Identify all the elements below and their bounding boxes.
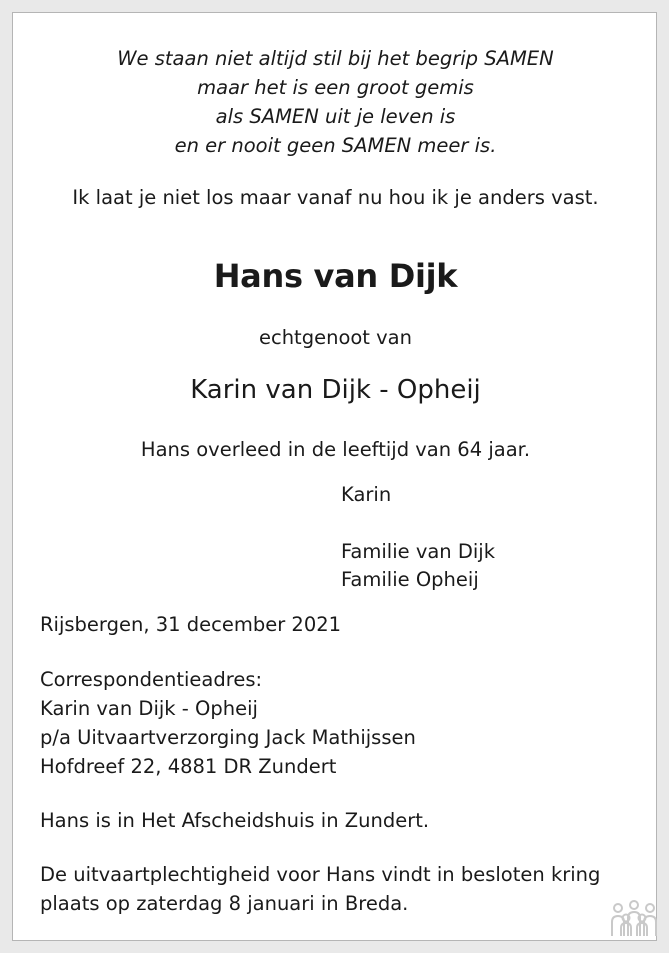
relation-text: echtgenoot van: [258, 326, 412, 349]
funeral-note: [40, 860, 600, 918]
poem-line: en er nooit geen SAMEN meer is.: [174, 134, 497, 157]
poem-line: We staan niet altijd stil bij het begrip SAMEN: [117, 47, 554, 70]
poem: [13, 44, 658, 160]
location-note: Hans is in Het Afscheidshuis in Zundert.: [40, 809, 430, 832]
correspondence-address: [40, 665, 416, 781]
spouse-name: Karin van Dijk - Opheij: [190, 375, 481, 405]
funeral-note-line: De uitvaartplechtigheid voor Hans vindt in besloten kring: [40, 863, 601, 886]
address-line: Karin van Dijk - Opheij: [40, 697, 258, 720]
correspondence-label: Correspondentieadres:: [40, 668, 263, 691]
people-group-icon: [609, 898, 659, 938]
address-line: p/a Uitvaartverzorging Jack Mathijssen: [40, 726, 416, 749]
address-line: Hofdreef 22, 4881 DR Zundert: [40, 755, 337, 778]
deceased-name: Hans van Dijk: [213, 257, 458, 295]
age-line: Hans overleed in de leeftijd van 64 jaar.: [140, 438, 531, 461]
obituary-card: [12, 12, 657, 941]
funeral-note-line: plaats op zaterdag 8 januari in Breda.: [40, 892, 409, 915]
signatory-family: Familie Opheij: [341, 568, 479, 591]
poem-line: maar het is een groot gemis: [197, 76, 474, 99]
place-date: Rijsbergen, 31 december 2021: [40, 613, 342, 636]
poem-line: als SAMEN uit je leven is: [215, 105, 456, 128]
signatory-family: Familie van Dijk: [341, 540, 496, 563]
quote: Ik laat je niet los maar vanaf nu hou ik je anders vast.: [72, 186, 599, 209]
signatory-first: Karin: [341, 483, 392, 506]
